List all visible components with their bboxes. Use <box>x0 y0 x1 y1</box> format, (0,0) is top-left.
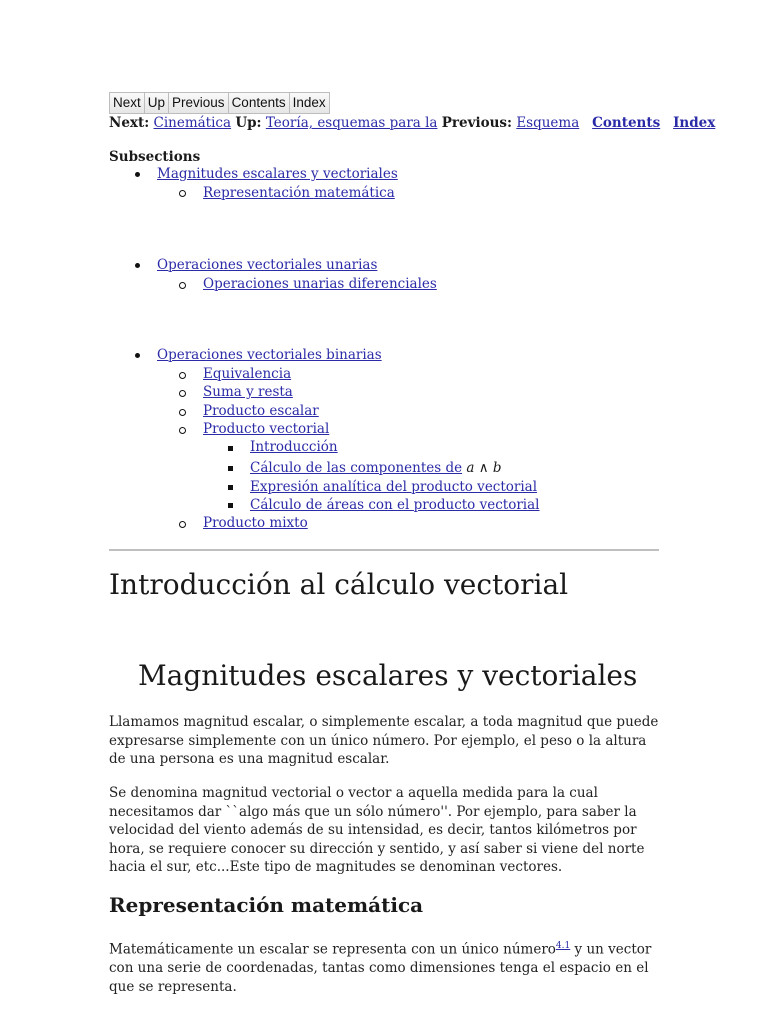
paragraph-vectorial: Se denomina magnitud vectorial o vector a aquella medida para la cual necesitamos dar ``algo más que un sólo número''. Por ejemplo, para saber la velocidad del viento además de su intensidad, es decir, tantos kilómetros por hora, se requiere conocer su dirección y sentido, y así saber si viene del norte hacia el sur, etc...Este tipo de magnitudes se denominan vectores. <box>109 785 645 875</box>
page-title: Introducción al cálculo vectorial <box>109 568 569 601</box>
bullet-square-icon <box>228 466 233 471</box>
toc-link-representacion[interactable]: Representación matemática <box>203 185 395 201</box>
bullet-circle-icon <box>179 521 186 528</box>
contents-link[interactable]: Contents <box>592 115 661 131</box>
toc-link-calculo-areas[interactable]: Cálculo de áreas con el producto vectorial <box>250 497 540 513</box>
next-button[interactable]: Next <box>110 93 145 113</box>
toc-link-producto-mixto[interactable]: Producto mixto <box>203 515 308 531</box>
previous-button[interactable]: Previous <box>169 93 229 113</box>
paragraph-text-end: y un vector con una serie de coordenadas, tantas como dimensiones tenga el espacio en el que se representa. <box>109 941 652 995</box>
toc-link-unarias-diferenciales[interactable]: Operaciones unarias diferenciales <box>203 276 437 292</box>
section-heading: Magnitudes escalares y vectoriales <box>138 659 638 692</box>
up-link[interactable]: Teoría, esquemas para la <box>265 115 438 131</box>
contents-button[interactable]: Contents <box>229 93 290 113</box>
subsection-heading: Representación matemática <box>109 893 424 917</box>
bullet-circle-icon <box>179 190 186 197</box>
math-expression: a ∧ b <box>466 460 502 476</box>
toc-link-binarias[interactable]: Operaciones vectoriales binarias <box>157 347 382 363</box>
next-link[interactable]: Cinemática <box>153 115 232 131</box>
toc-link-expresion-analitica[interactable]: Expresión analítica del producto vectorial <box>250 479 538 495</box>
toc-link-unarias[interactable]: Operaciones vectoriales unarias <box>157 257 378 273</box>
paragraph-text-start: Matemáticamente un escalar se representa con un único número <box>109 941 556 958</box>
up-button[interactable]: Up <box>145 93 169 113</box>
toc-link-producto-vectorial[interactable]: Producto vectorial <box>203 421 330 437</box>
bullet-disc-icon <box>135 172 140 177</box>
horizontal-divider <box>109 549 659 551</box>
bullet-square-icon <box>228 446 233 451</box>
toc-link-suma-resta[interactable]: Suma y resta <box>203 384 293 400</box>
bullet-circle-icon <box>179 427 186 434</box>
previous-link[interactable]: Esquema <box>516 115 580 131</box>
next-label: Next: <box>109 115 150 131</box>
paragraph-escalar: Llamamos magnitud escalar, o simplemente escalar, a toda magnitud que puede expresarse simplemente con un único número. Por ejemplo, el peso o la altura de una persona es una magnitud escalar. <box>109 714 659 767</box>
bullet-circle-icon <box>179 282 186 289</box>
bullet-circle-icon <box>179 390 186 397</box>
toc-item-componentes <box>250 460 502 476</box>
up-label: Up: <box>235 115 262 131</box>
navigation-links <box>109 115 715 131</box>
nav-button-bar <box>109 92 330 114</box>
previous-label: Previous: <box>441 115 513 131</box>
bullet-square-icon <box>228 485 233 490</box>
toc-link-magnitudes[interactable]: Magnitudes escalares y vectoriales <box>157 166 398 182</box>
bullet-disc-icon <box>135 353 140 358</box>
footnote-link[interactable]: 4.1 <box>555 941 571 951</box>
subsections-title: Subsections <box>109 149 201 165</box>
toc-link-producto-escalar[interactable]: Producto escalar <box>203 403 319 419</box>
toc-link-componentes[interactable]: Cálculo de las componentes de <box>250 460 463 476</box>
bullet-square-icon <box>228 503 233 508</box>
toc-link-equivalencia[interactable]: Equivalencia <box>203 366 292 382</box>
index-button[interactable]: Index <box>290 93 329 113</box>
bullet-circle-icon <box>179 372 186 379</box>
index-link[interactable]: Index <box>673 115 716 131</box>
toc-link-introduccion[interactable]: Introducción <box>250 439 338 455</box>
paragraph-representacion <box>109 937 664 996</box>
bullet-disc-icon <box>135 263 140 268</box>
bullet-circle-icon <box>179 409 186 416</box>
